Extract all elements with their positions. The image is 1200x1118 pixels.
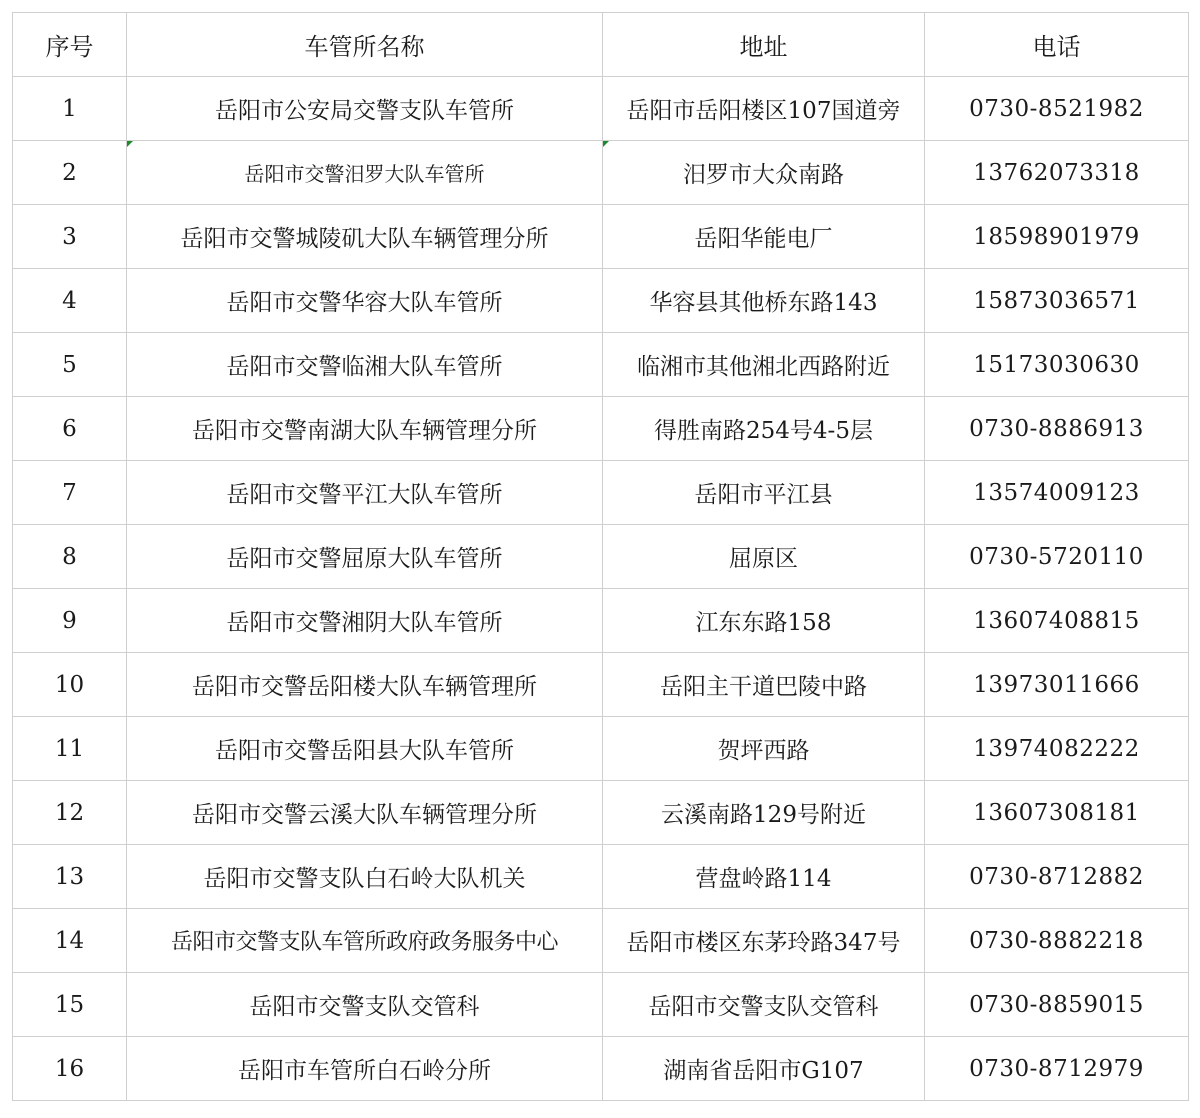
table-row: [13, 781, 1189, 845]
cell-name[interactable]: 岳阳市交警湘阴大队车管所: [127, 589, 603, 653]
cell-address[interactable]: 岳阳华能电厂: [603, 205, 925, 269]
cell-name[interactable]: 岳阳市交警支队车管所政府政务服务中心: [127, 909, 603, 973]
cell-address[interactable]: 屈原区: [603, 525, 925, 589]
cell-no[interactable]: 13: [13, 845, 127, 909]
cell-phone[interactable]: 0730-8859015: [925, 973, 1189, 1037]
cell-address[interactable]: 临湘市其他湘北西路附近: [603, 333, 925, 397]
header-name[interactable]: 车管所名称: [127, 13, 603, 77]
cell-name[interactable]: 岳阳市交警支队白石岭大队机关: [127, 845, 603, 909]
cell-phone[interactable]: 13607408815: [925, 589, 1189, 653]
cell-phone[interactable]: 0730-8712979: [925, 1037, 1189, 1101]
table-row: [13, 333, 1189, 397]
comment-marker: [603, 141, 609, 147]
cell-no[interactable]: 8: [13, 525, 127, 589]
table-row: [13, 77, 1189, 141]
cell-phone[interactable]: 15873036571: [925, 269, 1189, 333]
table-row: [13, 525, 1189, 589]
table-row: [13, 589, 1189, 653]
cell-address[interactable]: 岳阳主干道巴陵中路: [603, 653, 925, 717]
cell-address[interactable]: [603, 141, 925, 205]
cell-no[interactable]: 16: [13, 1037, 127, 1101]
cell-phone[interactable]: 13574009123: [925, 461, 1189, 525]
cell-address-text: 汨罗市大众南路: [683, 162, 844, 188]
cell-no[interactable]: 7: [13, 461, 127, 525]
table-row: [13, 141, 1189, 205]
spreadsheet: [12, 12, 1188, 1101]
cell-name[interactable]: 岳阳市交警云溪大队车辆管理分所: [127, 781, 603, 845]
cell-no[interactable]: 15: [13, 973, 127, 1037]
cell-no[interactable]: 11: [13, 717, 127, 781]
cell-name[interactable]: 岳阳市交警岳阳县大队车管所: [127, 717, 603, 781]
table-row: [13, 717, 1189, 781]
cell-address[interactable]: 得胜南路254号4-5层: [603, 397, 925, 461]
table-row: [13, 397, 1189, 461]
cell-name[interactable]: 岳阳市公安局交警支队车管所: [127, 77, 603, 141]
cell-name[interactable]: 岳阳市交警平江大队车管所: [127, 461, 603, 525]
cell-name[interactable]: 岳阳市交警南湖大队车辆管理分所: [127, 397, 603, 461]
header-row: [13, 13, 1189, 77]
cell-address[interactable]: 贺坪西路: [603, 717, 925, 781]
table-row: [13, 205, 1189, 269]
cell-address[interactable]: 岳阳市楼区东茅玲路347号: [603, 909, 925, 973]
cell-address[interactable]: 岳阳市平江县: [603, 461, 925, 525]
table-row: [13, 845, 1189, 909]
cell-no[interactable]: 10: [13, 653, 127, 717]
table-row: [13, 973, 1189, 1037]
cell-name[interactable]: 岳阳市车管所白石岭分所: [127, 1037, 603, 1101]
cell-name[interactable]: 岳阳市交警支队交管科: [127, 973, 603, 1037]
cell-address[interactable]: 云溪南路129号附近: [603, 781, 925, 845]
cell-phone[interactable]: 13762073318: [925, 141, 1189, 205]
cell-no[interactable]: 6: [13, 397, 127, 461]
cell-address[interactable]: 湖南省岳阳市G107: [603, 1037, 925, 1101]
cell-phone[interactable]: 15173030630: [925, 333, 1189, 397]
cell-name-text: 岳阳市交警汨罗大队车管所: [244, 162, 485, 186]
cell-no[interactable]: 2: [13, 141, 127, 205]
cell-name[interactable]: 岳阳市交警华容大队车管所: [127, 269, 603, 333]
table-row: [13, 1037, 1189, 1101]
cell-phone[interactable]: 18598901979: [925, 205, 1189, 269]
cell-no[interactable]: 12: [13, 781, 127, 845]
cell-phone[interactable]: 0730-8886913: [925, 397, 1189, 461]
cell-address[interactable]: 岳阳市交警支队交管科: [603, 973, 925, 1037]
vehicle-office-table: [12, 12, 1189, 1101]
cell-no[interactable]: 3: [13, 205, 127, 269]
cell-no[interactable]: 4: [13, 269, 127, 333]
cell-address[interactable]: 华容县其他桥东路143: [603, 269, 925, 333]
cell-name[interactable]: [127, 141, 603, 205]
header-no[interactable]: 序号: [13, 13, 127, 77]
table-row: [13, 461, 1189, 525]
cell-no[interactable]: 9: [13, 589, 127, 653]
cell-address[interactable]: 岳阳市岳阳楼区107国道旁: [603, 77, 925, 141]
cell-no[interactable]: 14: [13, 909, 127, 973]
cell-phone[interactable]: 0730-8882218: [925, 909, 1189, 973]
table-row: [13, 909, 1189, 973]
table-row: [13, 653, 1189, 717]
header-address[interactable]: 地址: [603, 13, 925, 77]
cell-phone[interactable]: 0730-5720110: [925, 525, 1189, 589]
cell-address[interactable]: 营盘岭路114: [603, 845, 925, 909]
cell-phone[interactable]: 13607308181: [925, 781, 1189, 845]
cell-no[interactable]: 5: [13, 333, 127, 397]
cell-address[interactable]: 江东东路158: [603, 589, 925, 653]
cell-phone[interactable]: 13973011666: [925, 653, 1189, 717]
cell-name[interactable]: 岳阳市交警屈原大队车管所: [127, 525, 603, 589]
table-row: [13, 269, 1189, 333]
cell-phone[interactable]: 0730-8521982: [925, 77, 1189, 141]
cell-phone[interactable]: 13974082222: [925, 717, 1189, 781]
cell-name[interactable]: 岳阳市交警岳阳楼大队车辆管理所: [127, 653, 603, 717]
cell-no[interactable]: 1: [13, 77, 127, 141]
cell-phone[interactable]: 0730-8712882: [925, 845, 1189, 909]
cell-name[interactable]: 岳阳市交警城陵矶大队车辆管理分所: [127, 205, 603, 269]
comment-marker: [127, 141, 133, 147]
cell-name[interactable]: 岳阳市交警临湘大队车管所: [127, 333, 603, 397]
header-phone[interactable]: 电话: [925, 13, 1189, 77]
